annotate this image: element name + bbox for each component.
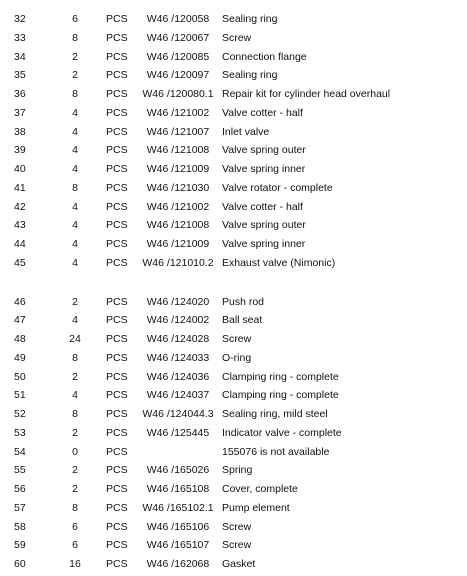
unit: PCS [106, 69, 128, 82]
quantity: 8 [72, 501, 78, 514]
quantity: 8 [72, 31, 78, 44]
quantity: 2 [72, 464, 78, 477]
description: Pump element [222, 501, 290, 514]
parts-row [0, 536, 467, 554]
parts-row [0, 386, 467, 404]
description: Spring [222, 464, 253, 477]
unit: PCS [106, 483, 128, 495]
part-number: W46 /162068 [146, 558, 210, 570]
unit: PCS [106, 445, 128, 458]
part-number: W46 /120085 [146, 50, 210, 63]
part-number: W46 /121002 [146, 106, 210, 119]
part-number: W46 /120097 [146, 69, 210, 82]
description: Screw [222, 31, 252, 44]
position-number: 45 [14, 256, 26, 269]
parts-row [0, 48, 467, 66]
quantity: 4 [72, 219, 78, 232]
description: Clamping ring - complete [222, 389, 339, 402]
description: Cover, complete [222, 483, 298, 495]
unit: PCS [106, 389, 128, 402]
part-number: W46 /121008 [146, 144, 210, 157]
parts-row [0, 104, 467, 122]
parts-row [0, 254, 467, 272]
parts-row [0, 405, 467, 423]
unit: PCS [106, 219, 128, 232]
quantity: 2 [72, 295, 78, 308]
position-number: 50 [14, 370, 26, 383]
unit: PCS [106, 295, 128, 308]
position-number: 43 [14, 219, 26, 232]
description: Indicator valve - complete [222, 426, 342, 439]
parts-row [0, 179, 467, 197]
parts-row [0, 141, 467, 159]
quantity: 2 [72, 483, 78, 495]
unit: PCS [106, 88, 128, 100]
quantity: 6 [72, 539, 78, 552]
position-number: 57 [14, 501, 26, 514]
quantity: 4 [72, 200, 78, 213]
part-number: W46 /121009 [146, 238, 210, 250]
part-number: W46 /165108 [146, 483, 210, 495]
description: Connection flange [222, 50, 307, 63]
quantity: 6 [72, 520, 78, 533]
position-number: 59 [14, 539, 26, 552]
position-number: 40 [14, 163, 26, 175]
unit: PCS [106, 408, 128, 420]
unit: PCS [106, 200, 128, 213]
parts-row [0, 293, 467, 311]
part-number: W46 /121008 [146, 219, 210, 232]
position-number: 48 [14, 333, 26, 345]
description: Valve cotter - half [222, 106, 303, 119]
description: Valve rotator - complete [222, 181, 333, 194]
position-number: 41 [14, 181, 26, 194]
unit: PCS [106, 426, 128, 439]
part-number: W46 /165026 [146, 464, 210, 477]
quantity: 4 [72, 144, 78, 157]
quantity: 4 [72, 163, 78, 175]
position-number: 33 [14, 31, 26, 44]
quantity: 6 [72, 13, 78, 25]
unit: PCS [106, 370, 128, 383]
description: Gasket [222, 558, 256, 570]
parts-row [0, 368, 467, 386]
unit: PCS [106, 163, 128, 175]
description: Valve spring inner [222, 163, 306, 175]
position-number: 53 [14, 426, 26, 439]
description: 155076 is not available [222, 445, 330, 458]
parts-row [0, 198, 467, 216]
position-number: 58 [14, 520, 26, 533]
parts-row [0, 10, 467, 28]
quantity: 2 [72, 426, 78, 439]
unit: PCS [106, 314, 128, 327]
unit: PCS [106, 501, 128, 514]
quantity: 4 [72, 125, 78, 138]
description: Inlet valve [222, 125, 270, 138]
unit: PCS [106, 520, 128, 533]
quantity: 4 [72, 389, 78, 402]
position-number: 52 [14, 408, 26, 420]
description: Exhaust valve (Nimonic) [222, 256, 336, 269]
part-number: W46 /120067 [146, 31, 210, 44]
description: Repair kit for cylinder head overhaul [222, 88, 391, 100]
quantity: 4 [72, 106, 78, 119]
description: Valve cotter - half [222, 200, 303, 213]
quantity: 2 [72, 69, 78, 82]
part-number: W46 /124033 [146, 351, 210, 364]
quantity: 2 [72, 370, 78, 383]
part-number: W46 /124044.3 [142, 408, 214, 420]
position-number: 54 [14, 445, 26, 458]
part-number: W46 /124036 [146, 370, 210, 383]
parts-row [0, 349, 467, 367]
part-number: W46 /121007 [146, 125, 210, 138]
parts-row [0, 160, 467, 178]
position-number: 42 [14, 200, 26, 213]
part-number [138, 443, 218, 461]
description: Sealing ring, mild steel [222, 408, 328, 420]
position-number: 60 [14, 558, 26, 570]
description: Valve spring inner [222, 238, 306, 250]
position-number: 37 [14, 106, 26, 119]
position-number: 51 [14, 389, 26, 402]
description: O-ring [222, 351, 252, 364]
quantity: 16 [69, 558, 81, 570]
unit: PCS [106, 144, 128, 157]
part-number: W46 /120058 [146, 13, 210, 25]
parts-row [0, 216, 467, 234]
parts-row [0, 518, 467, 536]
parts-row [0, 330, 467, 348]
part-number: W46 /121009 [146, 163, 210, 175]
quantity: 2 [72, 50, 78, 63]
parts-row [0, 555, 467, 573]
unit: PCS [106, 125, 128, 138]
position-number: 47 [14, 314, 26, 327]
position-number: 49 [14, 351, 26, 364]
part-number: W46 /124037 [146, 389, 210, 402]
quantity: 8 [72, 408, 78, 420]
position-number: 44 [14, 238, 26, 250]
position-number: 34 [14, 50, 26, 63]
description: Valve spring outer [222, 144, 306, 157]
description: Screw [222, 520, 252, 533]
position-number: 55 [14, 464, 26, 477]
unit: PCS [106, 181, 128, 194]
unit: PCS [106, 539, 128, 552]
quantity: 8 [72, 88, 78, 100]
part-number: W46 /121002 [146, 200, 210, 213]
description: Screw [222, 539, 252, 552]
description: Sealing ring [222, 69, 278, 82]
unit: PCS [106, 464, 128, 477]
part-number: W46 /121030 [146, 181, 210, 194]
quantity: 4 [72, 238, 78, 250]
position-number: 38 [14, 125, 26, 138]
position-number: 35 [14, 69, 26, 82]
description: Push rod [222, 295, 265, 308]
part-number: W46 /165106 [146, 520, 210, 533]
quantity: 4 [72, 256, 78, 269]
description: Screw [222, 333, 252, 345]
description: Clamping ring - complete [222, 370, 339, 383]
part-number: W46 /125445 [146, 426, 210, 439]
parts-row [0, 443, 467, 461]
quantity: 0 [72, 445, 78, 458]
part-number: W46 /165102.1 [142, 501, 214, 514]
unit: PCS [106, 558, 128, 570]
quantity: 8 [72, 351, 78, 364]
parts-row [0, 123, 467, 141]
quantity: 4 [72, 314, 78, 327]
part-number: W46 /121010.2 [142, 256, 214, 269]
parts-row [0, 85, 467, 103]
part-number: W46 /124028 [146, 333, 210, 345]
position-number: 36 [14, 88, 26, 100]
unit: PCS [106, 13, 128, 25]
unit: PCS [106, 50, 128, 63]
unit: PCS [106, 31, 128, 44]
part-number: W46 /165107 [146, 539, 210, 552]
parts-row [0, 29, 467, 47]
parts-row [0, 311, 467, 329]
unit: PCS [106, 351, 128, 364]
description: Ball seat [222, 314, 263, 327]
position-number: 46 [14, 295, 26, 308]
description: Sealing ring [222, 13, 278, 25]
part-number: W46 /120080.1 [142, 88, 214, 100]
unit: PCS [106, 333, 128, 345]
quantity: 24 [69, 333, 81, 345]
position-number: 39 [14, 144, 26, 157]
parts-row [0, 499, 467, 517]
unit: PCS [106, 106, 128, 119]
parts-row [0, 66, 467, 84]
description: Valve spring outer [222, 219, 306, 232]
unit: PCS [106, 238, 128, 250]
parts-row [0, 235, 467, 253]
unit: PCS [106, 256, 128, 269]
position-number: 56 [14, 483, 26, 495]
position-number: 32 [14, 13, 26, 25]
parts-row [0, 480, 467, 498]
parts-row [0, 461, 467, 479]
quantity: 8 [72, 181, 78, 194]
part-number: W46 /124002 [146, 314, 210, 327]
part-number: W46 /124020 [146, 295, 210, 308]
parts-row [0, 424, 467, 442]
